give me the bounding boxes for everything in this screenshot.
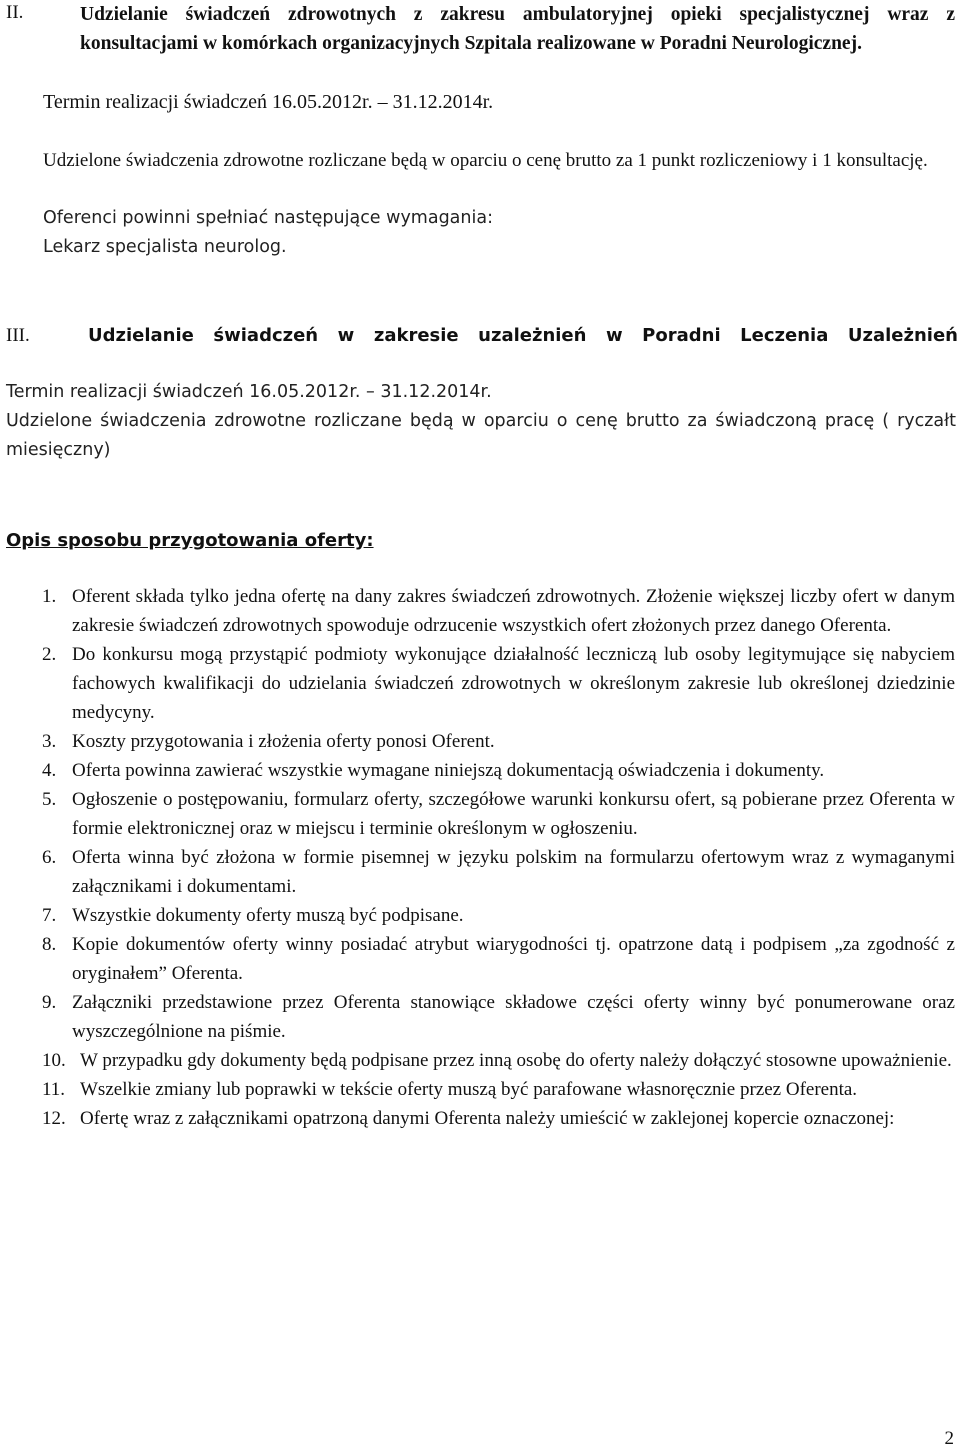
section-2-requirement: Lekarz specjalista neurolog. [43,237,287,257]
section-2-number: II. [6,2,24,23]
list-item-number: 1. [42,586,57,607]
list-item [0,901,960,930]
list-item [0,843,960,901]
list-item-text: Ogłoszenie o postępowaniu, formularz oferty, szczegółowe warunki konkursu ofert, są pobierane przez Oferenta w formie elektronicznej oraz w miejscu i terminie określonym w ogłoszeniu. [72,789,955,839]
list-item-text: Załączniki przedstawione przez Oferenta stanowiące składowe części oferty winny być ponumerowane oraz wyszczególnione na piśmie. [72,992,955,1042]
list-item [0,582,960,640]
list-item-text: Kopie dokumentów oferty winny posiadać atrybut wiarygodności tj. opatrzone datą i podpisem „za zgodność z oryginałem” Oferenta. [72,934,955,984]
list-item-number: 2. [42,644,57,665]
list-item-number: 4. [42,760,57,781]
section-3-title: Udzielanie świadczeń w zakresie uzależnień w Poradni Leczenia Uzależnień [88,325,958,346]
list-item-number: 9. [42,992,57,1013]
list-item [0,756,960,785]
list-item [0,785,960,843]
list-item [0,1046,960,1075]
list-item-text: Do konkursu mogą przystąpić podmioty wykonujące działalność leczniczą lub osoby legitymujące się nabyciem fachowych kwalifikacji do udzielania świadczeń zdrowotnych w określonym zakresie lub określonej dziedzinie medycyny. [72,644,955,723]
section-2-title: Udzielanie świadczeń zdrowotnych z zakresu ambulatoryjnej opieki specjalistycznej wraz z konsultacjami w komórkach organizacyjnych Szpitala realizowane w Poradni Neurologicznej. [80,4,955,54]
section-3-number: III. [6,325,30,346]
list-item-number: 3. [42,731,57,752]
list-item-text: Wszystkie dokumenty oferty muszą być podpisane. [72,905,464,926]
section-2-term: Termin realizacji świadczeń 16.05.2012r. – 31.12.2014r. [43,91,494,113]
list-item-text: Ofertę wraz z załącznikami opatrzoną danymi Oferenta należy umieścić w zaklejonej kopercie oznaczonej: [80,1108,895,1129]
section-2-pricing: Udzielone świadczenia zdrowotne rozliczane będą w oparciu o cenę brutto za 1 punkt rozliczeniowy i 1 konsultację. [43,150,928,171]
list-item-number: 12. [42,1108,66,1129]
list-item-number: 7. [42,905,57,926]
list-item-text: W przypadku gdy dokumenty będą podpisane przez inną osobę do oferty należy dołączyć stosowne upoważnienie. [80,1050,952,1071]
section-3-heading [6,321,956,353]
list-item-number: 10. [42,1050,66,1071]
page-number: 2 [944,1428,954,1449]
section-2-requirements-label: Oferenci powinni spełniać następujące wymagania: [43,208,493,228]
list-item [0,727,960,756]
section-3-term: Termin realizacji świadczeń 16.05.2012r. – 31.12.2014r. [6,382,492,402]
list-item [0,1075,960,1104]
list-item-number: 6. [42,847,57,868]
list-item-text: Oferta powinna zawierać wszystkie wymagane niniejszą dokumentacją oświadczenia i dokumenty. [72,760,825,781]
list-item-text: Koszty przygotowania i złożenia oferty ponosi Oferent. [72,731,495,752]
list-item [0,930,960,988]
list-item-number: 8. [42,934,57,955]
list-item-number: 5. [42,789,57,810]
list-item-text: Oferent składa tylko jedna ofertę na dany zakres świadczeń zdrowotnych. Złożenie większej liczby ofert w danym zakresie świadczeń zdrowotnych spowoduje odrzucenie wszystkich ofert złożonych przez danego Oferenta. [72,586,955,636]
requirements-list [0,582,960,1133]
list-item [0,1104,960,1133]
section-3-pricing: Udzielone świadczenia zdrowotne rozliczane będą w oparciu o cenę brutto za świadczoną pracę ( ryczałt miesięczny) [6,411,956,460]
list-item [0,640,960,727]
list-item [0,988,960,1046]
list-item-text: Wszelkie zmiany lub poprawki w tekście oferty muszą być parafowane własnoręcznie przez Oferenta. [80,1079,858,1100]
opis-heading: Opis sposobu przygotowania oferty: [6,530,374,551]
list-item-text: Oferta winna być złożona w formie pisemnej w języku polskim na formularzu ofertowym wraz z wymaganymi załącznikami i dokumentami. [72,847,955,897]
list-item-number: 11. [42,1079,66,1100]
